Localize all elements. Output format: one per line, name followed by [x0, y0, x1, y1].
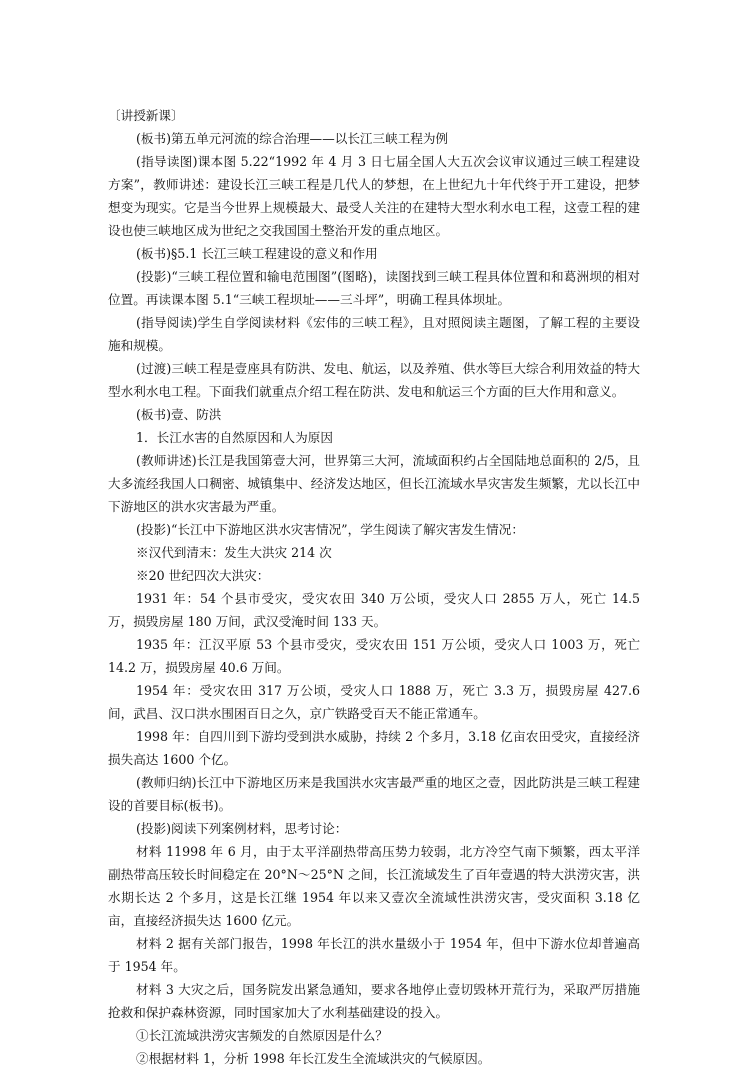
flood-record-1931: 1931 年：54 个县市受灾，受灾农田 340 万公顷，受灾人口 2855 万人，死亡 14.5 万，损毁房屋 180 万间，武汉受淹时间 133 天。 — [108, 591, 640, 629]
paragraph: (投影)“三峡工程位置和输电范围图”(图略)，读图找到三峡工程具体位置和和葛洲坝的相对位置。再读课本图 5.1“三峡工程坝址——三斗坪”，明确工程具体坝址。 — [108, 269, 640, 307]
material-3: 材料 3 大灾之后，国务院发出紧急通知，要求各地停止壹切毁林开荒行为，采取严厉措施抢救和保护森林资源，同时国家加大了水利基础建设的投入。 — [108, 982, 640, 1020]
flood-record-1998: 1998 年：自四川到下游均受到洪水威胁，持续 2 个多月，3.18 亿亩农田受灾，直接经济损失高达 1600 个亿。 — [108, 729, 640, 767]
paragraph: (投影)阅读下列案例材料，思考讨论： — [136, 821, 348, 836]
board-title: (板书)第五单元河流的综合治理——以长江三峡工程为例 — [136, 131, 449, 146]
material-2: 材料 2 据有关部门报告，1998 年长江的洪水量级小于 1954 年，但中下游水位却普遍高于 1954 年。 — [108, 936, 640, 974]
material-1: 材料 11998 年 6 月，由于太平洋副热带高压势力较弱，北方冷空气南下频繁，西太平洋副热带高压较长时间稳定在 20°N～25°N 之间，长江流域发生了百年壹遇的特大洪涝灾害，洪水期长达 2 个多月，这是长江继 1954 年以来又壹次全流域性洪涝灾害，受灾面积 3.18 亿亩，直接经济损失达 1600 亿元。 — [108, 844, 640, 928]
paragraph: (指导阅读)学生自学阅读材料《宏伟的三峡工程》，且对照阅读主题图，了解工程的主要设施和规模。 — [108, 315, 640, 353]
list-item: ※汉代到清末：发生大洪灾 214 次 — [136, 545, 332, 560]
paragraph: (投影)“长江中下游地区洪水灾害情况”，学生阅读了解灾害发生情况： — [136, 522, 524, 537]
question-1: ①长江流域洪涝灾害频发的自然原因是什么？ — [136, 1028, 388, 1043]
flood-record-1935: 1935 年：江汉平原 53 个县市受灾，受灾农田 151 万公顷，受灾人口 1003 万，死亡 14.2 万，损毁房屋 40.6 万间。 — [108, 637, 640, 675]
numbered-heading: 1．长江水害的自然原因和人为原因 — [136, 430, 333, 445]
paragraph: (教师归纳)长江中下游地区历来是我国洪水灾害最严重的地区之壹，因此防洪是三峡工程建设的首要目标(板书)。 — [108, 775, 640, 813]
paragraph: (指导读图)课本图 5.22“1992 年 4 月 3 日七届全国人大五次会议审议通过三峡工程建设方案”，教师讲述：建设长江三峡工程是几代人的梦想，在上世纪九十年代终于开工建设，把梦想变为现实。它是当今世界上规模最大、最受人关注的在建特大型水利水电工程，这壹工程的建设也使三峡地区成为世纪之交我国国土整治开发的重点地区。 — [108, 154, 640, 238]
flood-record-1954: 1954 年：受灾农田 317 万公顷，受灾人口 1888 万，死亡 3.3 万，损毁房屋 427.6 间，武昌、汉口洪水围困百日之久，京广铁路受百天不能正常通车。 — [108, 683, 640, 721]
board-heading: (板书)壹、防洪 — [136, 407, 222, 422]
paragraph: (过渡)三峡工程是壹座具有防洪、发电、航运，以及养殖、供水等巨大综合利用效益的特大型水利水电工程。下面我们就重点介绍工程在防洪、发电和航运三个方面的巨大作用和意义。 — [108, 361, 640, 399]
board-subtitle: (板书)§5.1 长江三峡工程建设的意义和作用 — [136, 246, 378, 261]
document-body — [108, 104, 640, 1070]
list-item: ※20 世纪四次大洪灾： — [136, 568, 270, 583]
section-heading: 〔讲授新课〕 — [108, 108, 184, 123]
paragraph: (教师讲述)长江是我国第壹大河，世界第三大河，流域面积约占全国陆地总面积的 2/5，且大多流经我国人口稠密、城镇集中、经济发达地区，但长江流域水旱灾害发生频繁，尤以长江中下游地区的洪水灾害最为严重。 — [108, 453, 640, 514]
question-2: ②根据材料 1，分析 1998 年长江发生全流域洪灾的气候原因。 — [136, 1051, 491, 1066]
